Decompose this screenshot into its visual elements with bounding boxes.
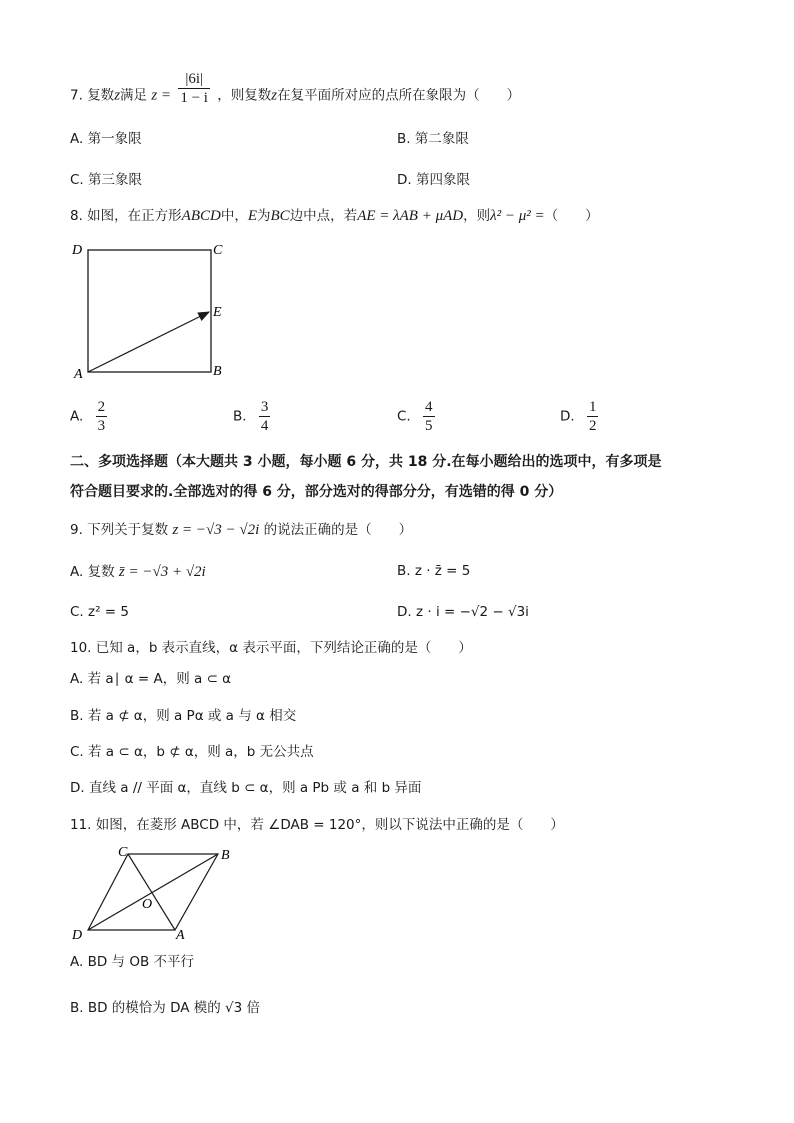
q8-e: E: [247, 208, 258, 224]
q9-option-d[interactable]: D. z · i = −√2 − √3i: [397, 604, 529, 620]
q10-option-a[interactable]: A. 若 a∣ α = A，则 a ⊂ α: [70, 671, 232, 687]
q8-text-d: 边中点，若: [289, 208, 358, 224]
q7-var-z2: z: [271, 87, 278, 104]
q10-option-d[interactable]: D. 直线 a // 平面 α，直线 b ⊂ α，则 a Pb 或 a 和 b 异面: [70, 780, 422, 796]
q9-option-b[interactable]: B. z · z̄ = 5: [397, 563, 471, 579]
q8-vector-eq: AE = λAB + μAD: [357, 208, 464, 224]
label-b: B: [213, 364, 222, 379]
square-abcd: [88, 250, 211, 372]
q8-opt-b-den: 4: [260, 418, 269, 434]
q11-rhombus-figure: [70, 842, 240, 947]
q8-opt-b-letter: B.: [233, 408, 247, 425]
q10-stem: 10. 已知 a，b 表示直线，α 表示平面，下列结论正确的是（ ）: [70, 640, 472, 656]
q8-opt-d-num: 1: [588, 399, 597, 415]
q8-option-b[interactable]: [233, 398, 273, 435]
label-c: C: [118, 845, 128, 860]
q7-frac-num: |6i|: [178, 70, 210, 89]
q8-bc: BC: [270, 208, 290, 224]
section-2-heading-line2: 符合题目要求的.全部选对的得 6 分，部分选对的得部分分，有选错的得 0 分）: [70, 484, 563, 500]
q8-opt-b-num: 3: [260, 399, 269, 415]
section-2-heading-line1: 二、多项选择题（本大题共 3 小题，每小题 6 分，共 18 分.在每小题给出的选项中，有多项是: [70, 454, 662, 470]
q9-option-c[interactable]: C. z² = 5: [70, 604, 129, 620]
q8-opt-d-den: 2: [588, 418, 597, 434]
q7-text-tail: 在复平面所对应的点所在象限为（ ）: [277, 87, 521, 104]
q7-fraction: [178, 70, 210, 107]
q8-opt-a-num: 2: [97, 399, 106, 415]
q7-eq: z =: [151, 87, 172, 104]
q8-option-a[interactable]: [70, 398, 110, 435]
q10-option-c[interactable]: C. 若 a ⊂ α，b ⊄ α，则 a，b 无公共点: [70, 744, 314, 760]
q9-text: 9. 下列关于复数: [70, 522, 169, 538]
q8-text-a: 8. 如图，在正方形: [70, 208, 182, 224]
q8-option-d[interactable]: [560, 398, 601, 435]
q8-opt-d-letter: D.: [560, 408, 575, 425]
label-d: D: [72, 243, 83, 258]
q7-option-c[interactable]: C. 第三象限: [70, 172, 143, 188]
vector-ae: [88, 312, 209, 372]
q8-opt-c-letter: C.: [397, 408, 411, 425]
q8-expr: λ² − μ² =: [490, 208, 545, 224]
label-e: E: [213, 305, 222, 320]
q8-abcd: ABCD: [181, 208, 221, 224]
label-a: A: [176, 928, 185, 943]
q7-option-a[interactable]: A. 第一象限: [70, 131, 142, 147]
q7-option-d[interactable]: D. 第四象限: [397, 172, 470, 188]
q8-text-c: 为: [257, 208, 271, 224]
q8-opt-a-frac: [96, 398, 108, 435]
q8-opt-c-frac: [423, 398, 435, 435]
q7-number: 7.: [70, 87, 83, 104]
q7-frac-den: 1 − i: [180, 90, 208, 106]
q8-text-e: ，则: [463, 208, 491, 224]
q8-opt-b-frac: [259, 398, 271, 435]
q10-option-b[interactable]: B. 若 a ⊄ α，则 a Pα 或 a 与 α 相交: [70, 708, 297, 724]
q7-text-pre: 复数: [87, 87, 115, 104]
label-d: D: [72, 928, 83, 943]
q8-opt-a-letter: A.: [70, 408, 84, 425]
q7-text-cond: 满足: [120, 87, 148, 104]
diagonal-ca: [128, 854, 175, 930]
q7-option-b[interactable]: B. 第二象限: [397, 131, 469, 147]
q11-option-a[interactable]: A. BD 与 OB 不平行: [70, 954, 194, 970]
q8-stem: [70, 207, 599, 225]
q8-opt-a-den: 3: [97, 418, 106, 434]
label-o: O: [142, 897, 153, 912]
q9-opt-a-expr: z̄ = −√3 + √2i: [118, 564, 206, 580]
q7-var-z: z: [114, 87, 121, 104]
q9-tail: 的说法正确的是（ ）: [263, 522, 413, 538]
q7-stem: [70, 71, 521, 107]
q9-option-a[interactable]: [70, 563, 206, 581]
q8-opt-d-frac: [587, 398, 599, 435]
q7-text-post: ，则复数: [217, 87, 272, 104]
q8-text-f: （ ）: [544, 208, 599, 224]
q8-option-c[interactable]: [397, 398, 438, 435]
label-c: C: [213, 243, 223, 258]
q11-option-b[interactable]: B. BD 的模恰为 DA 模的 √3 倍: [70, 1000, 261, 1016]
label-a: A: [74, 367, 83, 382]
q9-stem: [70, 521, 412, 539]
q8-opt-c-den: 5: [425, 418, 433, 434]
q9-opt-a-pre: A. 复数: [70, 564, 115, 580]
q8-square-figure: [70, 238, 240, 383]
q8-text-b: 中，: [220, 208, 248, 224]
q11-stem: 11. 如图，在菱形 ABCD 中，若 ∠DAB = 120°，则以下说法中正确的是（ ）: [70, 817, 564, 833]
q8-opt-c-num: 4: [425, 399, 433, 415]
label-b: B: [221, 848, 230, 863]
q9-expr: z = −√3 − √2i: [172, 522, 260, 538]
